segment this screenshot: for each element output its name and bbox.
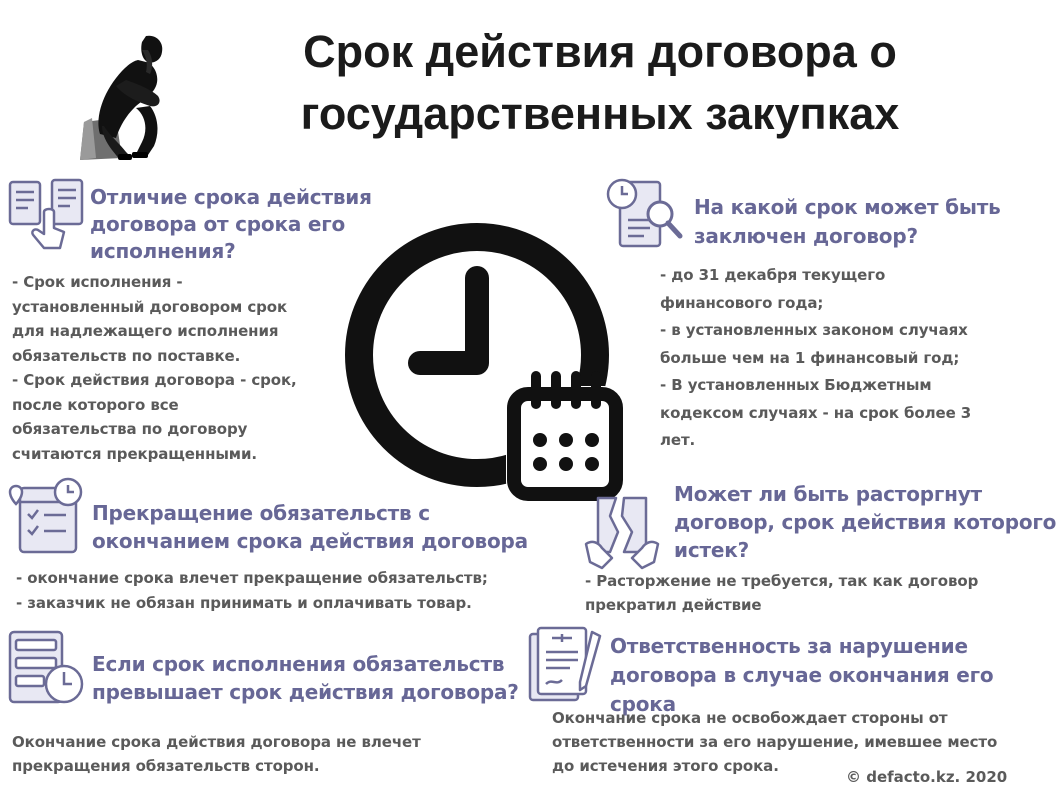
exceeds-heading-line-2: превышает срок действия договора? [92, 680, 519, 704]
exceeds-body-line-1: Окончание срока действия договора не влечет [12, 733, 421, 751]
contract-pen-icon [528, 624, 604, 708]
termination-heading-line-1: Прекращение обязательств с [92, 501, 430, 525]
form-clock-icon [6, 628, 86, 708]
term-body-line-2: финансового года; [660, 293, 824, 312]
clock-calendar-icon [340, 218, 630, 512]
difference-heading-line-3: исполнения? [90, 239, 236, 263]
difference-body [12, 270, 297, 466]
difference-body-line-1: - Срок исполнения - [12, 273, 183, 291]
term-heading [694, 193, 1001, 251]
difference-body-line-3: для надлежащего исполнения [12, 322, 279, 340]
dissolve-heading [674, 480, 1056, 564]
exceeds-heading [92, 650, 519, 706]
term-body-line-1: - до 31 декабря текущего [660, 266, 886, 284]
difference-body-line-7: обязательства по договору [12, 420, 248, 438]
dissolve-heading-line-3: истек? [674, 538, 750, 562]
dissolve-body-line-2: прекратил действие [585, 596, 762, 614]
term-body-line-4: больше чем на 1 финансовый год; [660, 348, 960, 367]
dissolve-body [585, 569, 978, 617]
termination-heading-line-2: окончанием срока действия договора [92, 529, 528, 553]
exceeds-body [12, 730, 421, 778]
exceeds-body-line-2: прекращения обязательств сторон. [12, 757, 320, 775]
termination-body-line-1: - окончание срока влечет прекращение обязательств; [16, 569, 488, 587]
liability-body-line-2: ответственности за его нарушение, имевшее место [552, 733, 998, 751]
page-title-line-2: государственных закупках [300, 88, 900, 139]
termination-body-line-2: - заказчик не обязан принимать и оплачивать товар. [16, 593, 472, 612]
term-body-line-6: кодексом случаях - на срок более 3 [660, 403, 972, 422]
liability-body-line-3: до истечения этого срока. [552, 757, 779, 775]
term-heading-line-2: заключен договор? [694, 224, 918, 248]
difference-body-line-2: установленный договором срок [12, 297, 288, 316]
copyright: © defacto.kz. 2020 [846, 768, 1008, 786]
difference-body-line-6: после которого все [12, 395, 179, 414]
difference-heading [90, 184, 372, 265]
difference-heading-line-1: Отличие срока действия [90, 185, 372, 209]
torn-document-icon [582, 492, 662, 572]
dissolve-heading-line-2: договор, срок действия которого [674, 510, 1057, 534]
calendar-checklist-icon [6, 476, 88, 556]
exceeds-heading-line-1: Если срок исполнения обязательств [92, 652, 505, 676]
term-heading-line-1: На какой срок может быть [694, 195, 1001, 219]
liability-body-line-1: Окончание срока не освобождает стороны от [552, 709, 948, 727]
term-body [660, 262, 971, 455]
difference-body-line-8: считаются прекращенными. [12, 444, 257, 463]
page-title-line-1: Срок действия договора о [303, 26, 897, 77]
difference-body-line-4: обязательств по поставке. [12, 346, 241, 365]
difference-heading-line-2: договора от срока его [90, 212, 346, 236]
thinking-man-icon [76, 26, 176, 168]
liability-heading-line-2: договора в случае окончания его срока [610, 663, 994, 716]
termination-heading [92, 499, 528, 555]
liability-heading-line-1: Ответственность за нарушение [610, 634, 968, 658]
document-clock-search-icon [604, 176, 686, 250]
page-title [240, 24, 960, 142]
dissolve-body-line-1: - Расторжение не требуется, так как договор [585, 572, 979, 590]
document-touch-icon [8, 178, 84, 252]
termination-body [16, 566, 488, 615]
difference-body-line-5: - Срок действия договора - срок, [12, 371, 297, 389]
term-body-line-3: - в установленных законом случаях [660, 321, 968, 339]
term-body-line-5: - В установленных Бюджетным [660, 376, 932, 394]
term-body-line-7: лет. [660, 431, 696, 449]
dissolve-heading-line-1: Может ли быть расторгнут [674, 482, 982, 506]
